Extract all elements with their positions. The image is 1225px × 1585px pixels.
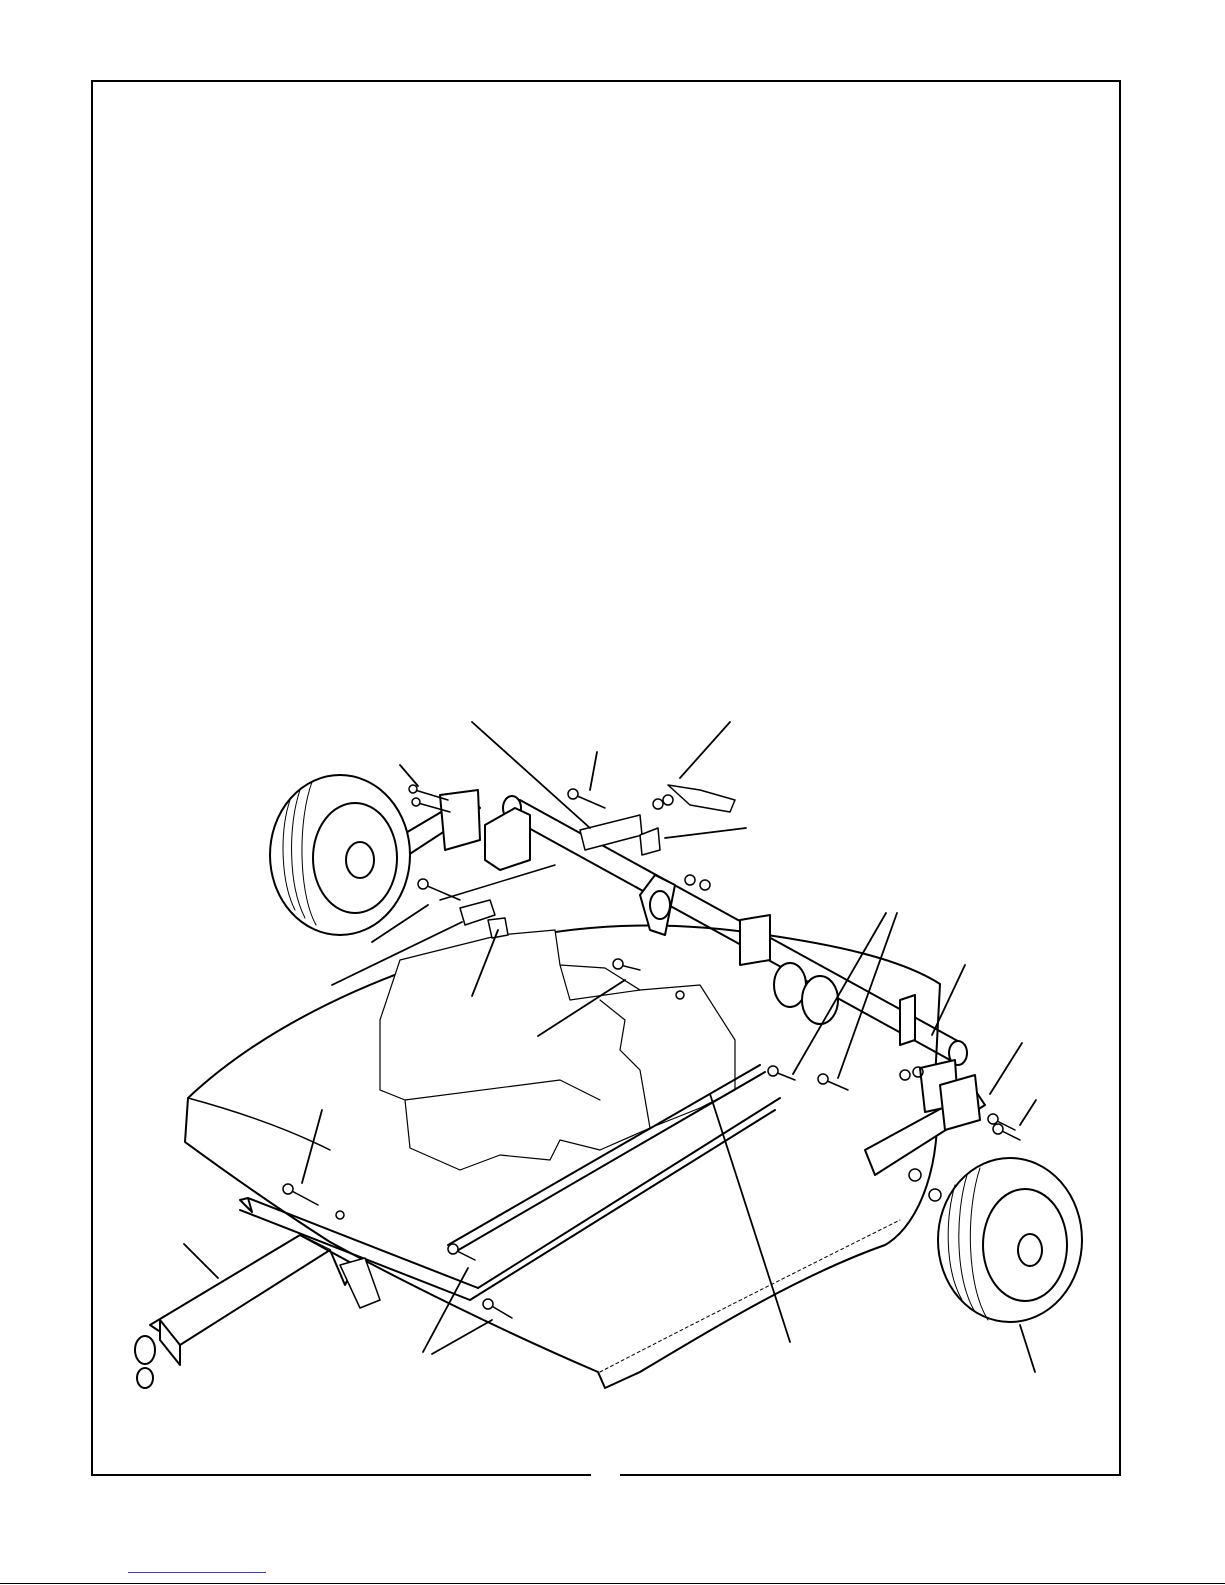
callout-leader-4 [400, 765, 418, 786]
callout-leader-5 [665, 828, 746, 838]
left-wheel [270, 775, 410, 935]
hitch-tongue [135, 1235, 355, 1388]
callout-leader-18 [432, 1320, 492, 1354]
footer-rule [0, 1583, 1225, 1584]
callout-leader-1 [472, 722, 590, 828]
right-wheel [938, 1158, 1082, 1322]
callout-leader-20 [1020, 1325, 1035, 1372]
callout-leader-13 [990, 1043, 1022, 1094]
callout-leader-14 [1020, 1100, 1036, 1125]
footer-link-underline[interactable] [128, 1572, 266, 1573]
callout-leader-16 [184, 1244, 218, 1278]
callout-leader-3 [590, 752, 597, 790]
callout-leader-2 [680, 722, 730, 778]
